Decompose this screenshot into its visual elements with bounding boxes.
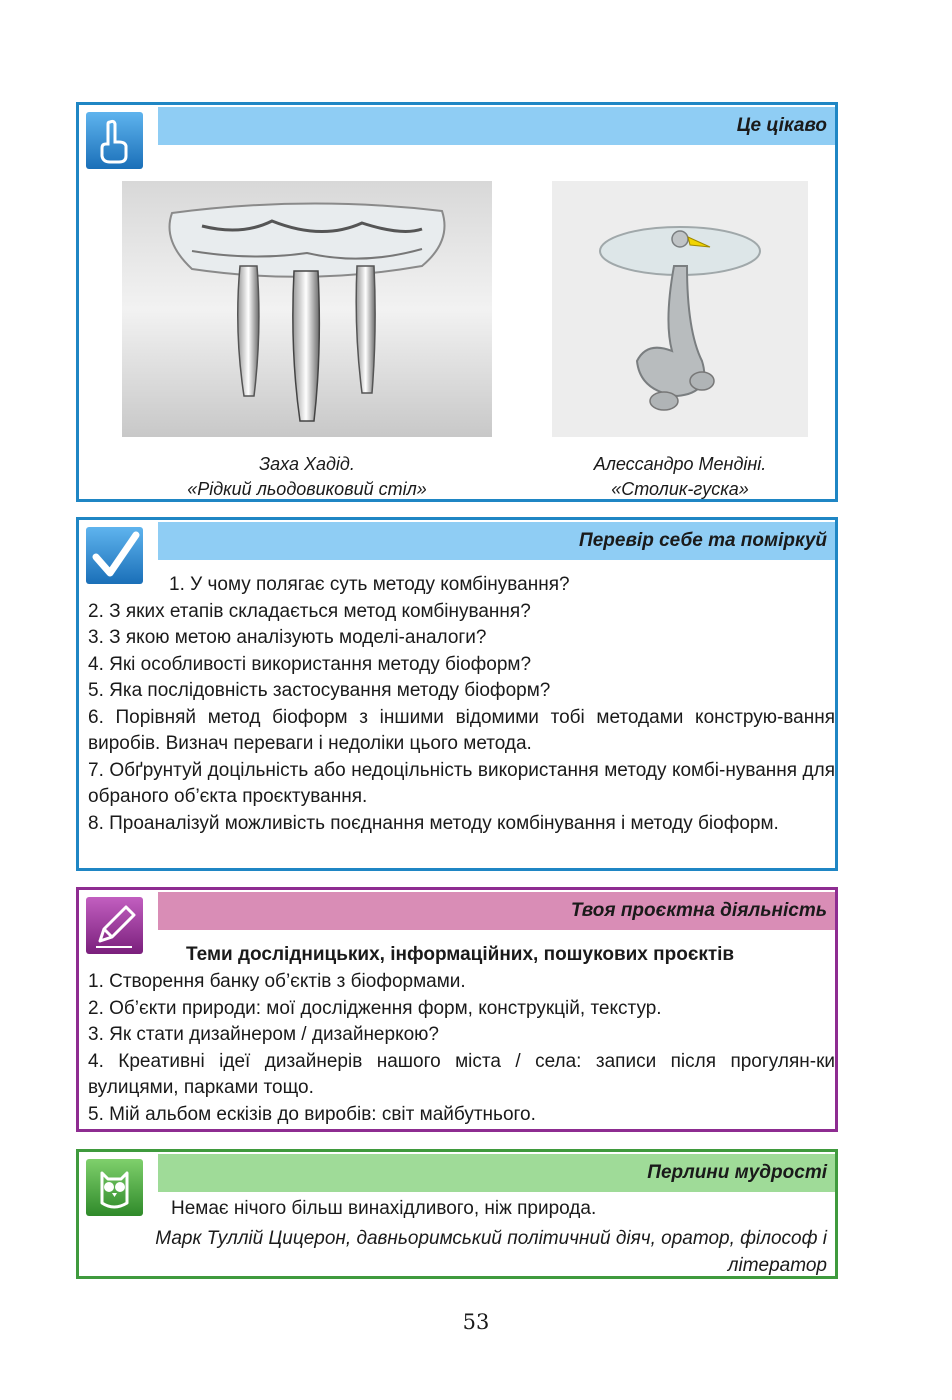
list-item: 1. Створення банку об’єктів з біоформами. [88,971,466,992]
page-number: 53 [462,1310,490,1334]
list-item: 6. Порівняй метод біоформ з іншими відомими тобі методами конструю-вання виробів. Визнач переваги і недоліки цього метода. [88,706,835,754]
list-item: 5. Мій альбом ескізів до виробів: світ майбутнього. [88,1103,536,1125]
project-subtitle: Теми дослідницьких, інформаційних, пошукових проєктів [186,944,735,965]
topic-list [88,969,835,1128]
wise-owl-icon [86,1159,143,1216]
project-box [76,887,838,1132]
caption-work: «Столик-гуска» [611,479,749,499]
list-item: 3. З якою метою аналізують моделі-аналоги? [88,627,487,648]
list-item: 7. Обґрунтуй доцільність або недоцільність використання методу комбі-нування для обраного об’єкта проєктування. [88,759,835,807]
interesting-title: Це цікаво [158,107,835,145]
pointing-hand-icon [86,112,143,169]
check-title: Перевір себе та поміркуй [158,522,835,560]
wisdom-quote: Немає нічого більш винахідливого, ніж природа. [171,1198,597,1219]
list-item: 2. З яких етапів складається метод комбінування? [88,600,531,622]
list-item: 3. Як стати дизайнером / дизайнеркою? [88,1024,439,1045]
caption-work: «Рідкий льодовиковий стіл» [187,479,427,499]
list-item: 4. Які особливості використання методу біоформ? [88,653,532,675]
wisdom-title: Перлини мудрості [158,1154,835,1192]
list-item: 5. Яка послідовність застосування методу біоформ? [88,680,551,701]
wisdom-box [76,1149,838,1279]
caption-author: Алессандро Мендіні. [593,454,767,474]
list-item: 4. Креативні ідеї дизайнерів нашого міста / села: записи після прогулян-ки вулицями, парками тощо. [88,1050,835,1098]
pencil-icon [86,897,143,954]
caption-author: Заха Хадід. [259,454,355,474]
list-item: 2. Об’єкти природи: мої дослідження форм, конструкцій, текстур. [88,997,662,1019]
question-list [88,572,835,837]
check-yourself-box [76,517,838,871]
wisdom-author: Марк Туллій Цицерон, давньоримський політичний діяч, оратор, філософ і літератор [155,1228,827,1276]
list-item: 1. У чому полягає суть методу комбінування? [169,574,570,595]
goose-table-photo [552,181,808,437]
list-item: 8. Проаналізуй можливість поєднання методу комбінування і методу біоформ. [88,812,779,834]
liquid-glacial-table-photo [122,181,492,437]
caption-left [159,452,455,502]
caption-right [549,452,811,502]
project-title: Твоя проєктна діяльність [158,892,835,930]
interesting-box [76,102,838,502]
